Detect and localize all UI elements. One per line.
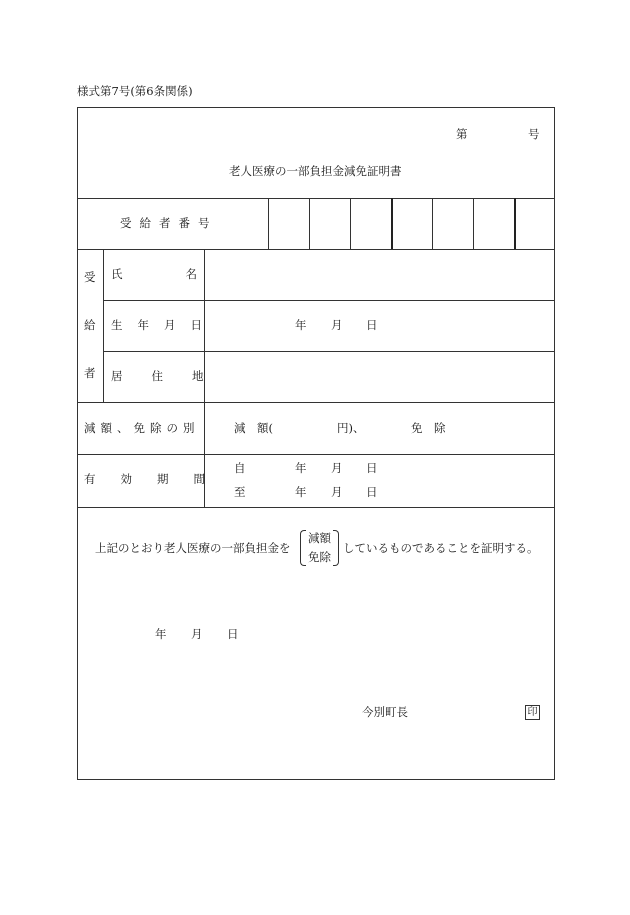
number-box-divider [350, 198, 351, 249]
row-divider [77, 507, 555, 508]
validity-label: 有効期間 [84, 472, 230, 486]
number-dai: 第 [456, 127, 468, 141]
to-month: 月 [331, 485, 343, 499]
name-label [111, 267, 260, 281]
birth-year: 年 [295, 318, 307, 332]
row-divider [77, 198, 555, 199]
address-label: 居住地 [111, 369, 233, 383]
row-divider [77, 454, 555, 455]
cert-year: 年 [155, 627, 167, 641]
form-number-label: 様式第7号(第6条関係) [77, 84, 193, 98]
birth-day: 日 [366, 318, 378, 332]
to-year: 年 [295, 485, 307, 499]
bracket-right [333, 530, 339, 566]
number-box-divider [391, 198, 393, 249]
name-label-text: 氏名 [111, 267, 260, 281]
exemption-text: 免 除 [411, 421, 446, 435]
number-box-divider [514, 198, 516, 249]
recipient-number-label: 受給者番号 [120, 216, 218, 230]
to-day: 日 [366, 485, 378, 499]
recipient-vertical-3: 者 [84, 366, 96, 380]
document-title: 老人医療の一部負担金減免証明書 [229, 164, 402, 178]
form-frame [77, 107, 555, 780]
birth-month: 月 [331, 318, 343, 332]
bracket-left [300, 530, 306, 566]
number-box-divider [268, 198, 269, 249]
reduction-exemption-label: 減額、免除の別 [84, 421, 200, 435]
row-divider [77, 402, 555, 403]
birth-label: 生年月日 [111, 318, 217, 332]
from-label: 自 [234, 461, 246, 475]
recipient-vertical-1: 受 [84, 270, 96, 284]
mayor-title: 今別町長 [362, 705, 408, 719]
yen-text: 円)、 [337, 421, 365, 435]
seal-mark: 印 [525, 705, 540, 720]
statement-after: しているものであることを証明する。 [343, 541, 539, 555]
statement-before: 上記のとおり老人医療の一部負担金を [95, 541, 291, 555]
number-box-divider [473, 198, 474, 249]
number-go: 号 [528, 127, 540, 141]
from-day: 日 [366, 461, 378, 475]
cert-month: 月 [191, 627, 203, 641]
row-divider [103, 351, 555, 352]
cert-day: 日 [227, 627, 239, 641]
statement-option-exemption: 免除 [308, 550, 331, 564]
recipient-column-divider [103, 249, 104, 402]
recipient-vertical-2: 給 [84, 318, 96, 332]
number-box-divider [432, 198, 433, 249]
statement-option-reduction: 減額 [308, 531, 331, 545]
to-label: 至 [234, 485, 246, 499]
from-month: 月 [331, 461, 343, 475]
from-year: 年 [295, 461, 307, 475]
reduction-text: 減 額( [234, 421, 273, 435]
row-divider [103, 300, 555, 301]
row-divider [77, 249, 555, 250]
number-box-divider [309, 198, 310, 249]
